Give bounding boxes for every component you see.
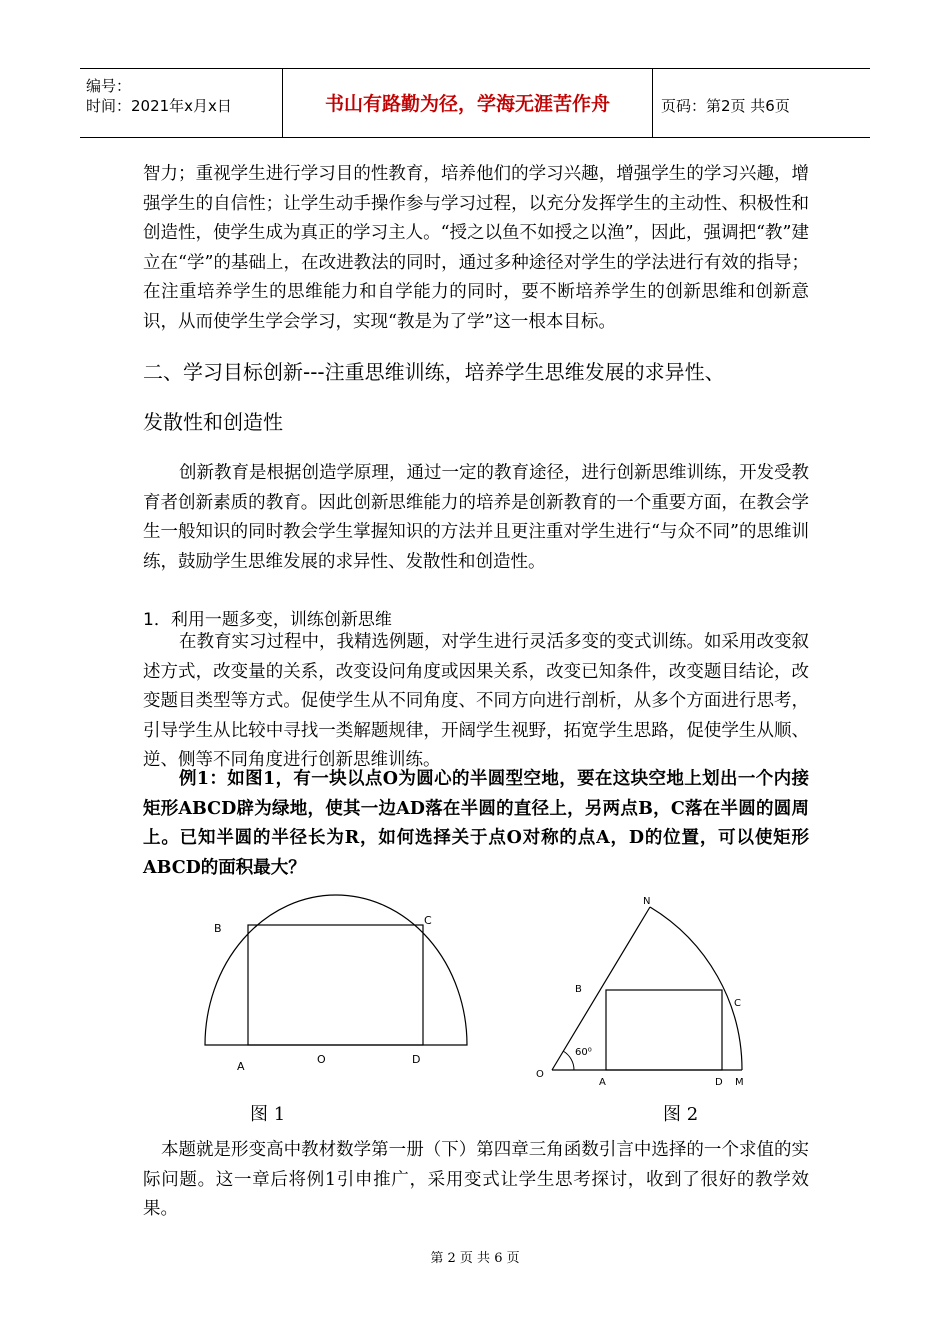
page-header: [80, 68, 870, 138]
fig1-label-a: A: [237, 1060, 245, 1073]
fig2-label-m: M: [735, 1077, 744, 1088]
fig2-label-c: C: [734, 998, 741, 1009]
fig2-label-b: B: [575, 984, 582, 995]
fig1-label-d: D: [412, 1053, 421, 1066]
header-meta-cell: [80, 69, 283, 137]
time-label: 时间：2021年x月x日: [86, 97, 232, 115]
paragraph-innovation: 创新教育是根据创造学原理，通过一定的教育途径，进行创新思维训练，开发受教育者创新素质的教育。因此创新思维能力的培养是创新教育的一个重要方面，在教会学生一般知识的同时教会学生掌握知识的方法并且更注重对学生进行“与众不同”的思维训练，鼓励学生思维发展的求异性、发散性和创造性。: [143, 463, 809, 572]
subsection-heading: 1．利用一题多变，训练创新思维: [143, 610, 392, 630]
paragraph-intro: 智力；重视学生进行学习目的性教育，培养他们的学习兴趣，增强学生的学习兴趣，增强学生的自信性；让学生动手操作参与学习过程，以充分发挥学生的主动性、积极性和创造性，使学生成为真正的学习主人。“授之以鱼不如授之以渔”，因此，强调把“教”建立在“学”的基础上，在改进教法的同时，通过多种途径对学生的学法进行有效的指导；在注重培养学生的思维能力和自学能力的同时，要不断培养学生的创新思维和创新意识，从而使学生学会学习，实现“教是为了学”这一根本目标。: [143, 164, 809, 332]
fig1-label-o: O: [317, 1053, 326, 1066]
angle-arc: [563, 1051, 574, 1070]
header-page-cell: [653, 69, 870, 137]
sector-ray-on: [552, 907, 650, 1070]
figure-1-caption: 图 1: [250, 1104, 286, 1125]
fig1-label-b: B: [214, 922, 222, 935]
header-motto-cell: [283, 69, 653, 137]
fig2-label-d: D: [715, 1077, 723, 1088]
fig2-angle-label: 60⁰: [575, 1047, 592, 1058]
sector-arc: [650, 907, 742, 1070]
header-page-info: 页码：第2页 共6页: [661, 97, 790, 115]
figure-1-semicircle: [190, 880, 490, 1080]
fig2-label-a: A: [599, 1077, 606, 1088]
header-motto: 书山有路勤为径，学海无涯苦作舟: [324, 93, 610, 115]
example-problem: 例1：如图1，有一块以点O为圆心的半圆型空地，要在这块空地上划出一个内接矩形ABCD辟为绿地，使其一边AD落在半圆的直径上，另两点B，C落在半圆的圆周上。已知半圆的半径长为R，如何选择关于点O对称的点A，D的位置，可以使矩形ABCD的面积最大？: [143, 769, 809, 878]
number-label: 编号：: [86, 77, 132, 95]
section-heading-line2: 发散性和创造性: [143, 410, 283, 434]
section-heading-line1: 二、学习目标创新---注重思维训练，培养学生思维发展的求异性、: [143, 360, 725, 384]
figure-2-caption: 图 2: [663, 1104, 699, 1125]
page-footer: 第 2 页 共 6 页: [430, 1251, 520, 1266]
fig1-label-c: C: [424, 914, 432, 927]
paragraph-variation: 在教育实习过程中，我精选例题，对学生进行灵活多变的变式训练。如采用改变叙述方式，改变量的关系，改变设问角度或因果关系，改变已知条件，改变题目结论，改变题目类型等方式。促使学生从不同角度、不同方向进行剖析，从多个方面进行思考，引导学生从比较中寻找一类解题规律，开阔学生视野，拓宽学生思路，促使学生从顺、逆、侧等不同角度进行创新思维训练。: [143, 632, 809, 771]
fig2-label-n: N: [643, 896, 651, 907]
paragraph-conclusion: 本题就是形变高中教材数学第一册（下）第四章三角函数引言中选择的一个求值的实际问题。这一章后将例1引申推广，采用变式让学生思考探讨，收到了很好的教学效果。: [143, 1140, 809, 1220]
fig2-label-o: O: [536, 1069, 544, 1080]
inscribed-rectangle-2: [606, 990, 722, 1070]
inscribed-rectangle: [248, 925, 423, 1045]
figure-2-sector: [525, 890, 785, 1100]
